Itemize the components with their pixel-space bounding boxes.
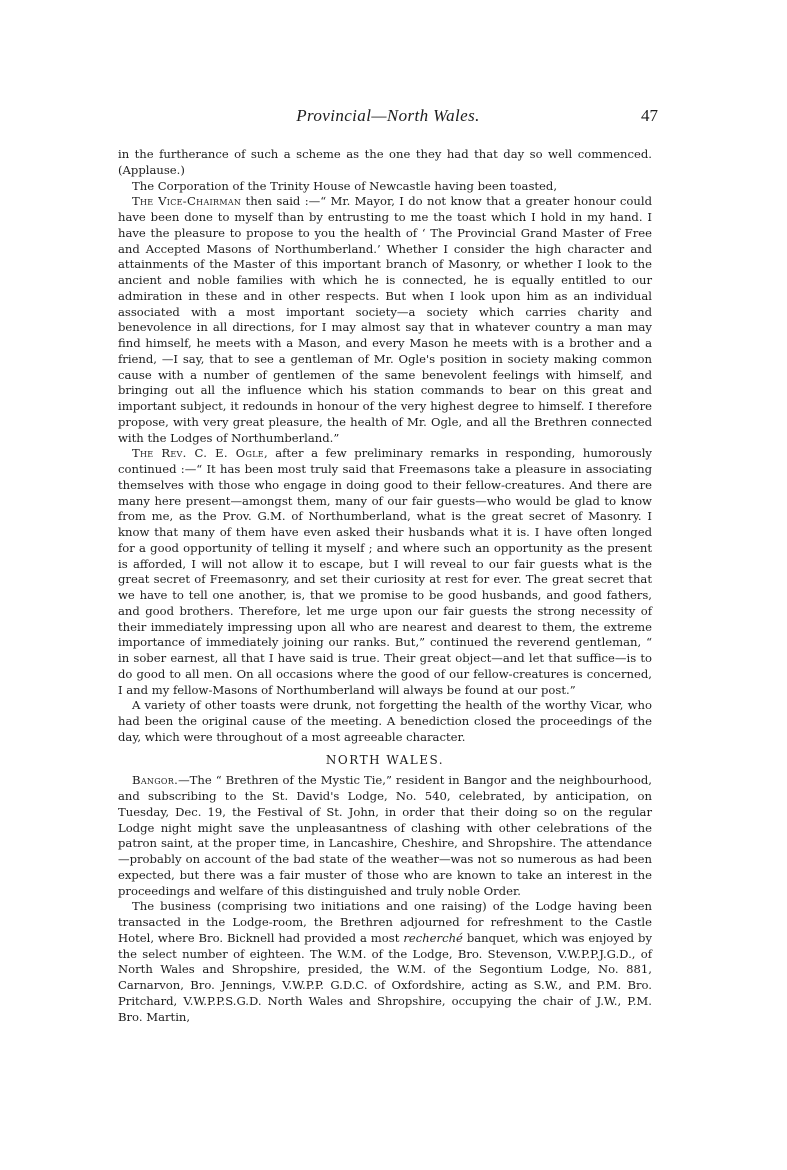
italic-term: recherché bbox=[403, 930, 463, 945]
place-name: Bangor. bbox=[132, 773, 179, 788]
paragraph bbox=[118, 147, 652, 179]
paragraph-text: , after a few preliminary remarks in responding, humorously continued :—“ It has been most truly said that Freemasons take a pleasure in associating themselves with those who engage in doing good to their fellow-creatures. And there are many here present—amongst them, many of our fair guests—who would be glad to know from me, as the Prov. G.M. of Northumberland, what is the great secret of Masonry. I know that many of them have even asked their husbands what it is. I have often longed for a good opportunity of telling it myself ; and where such an opportunity as the present is afforded, I will not allow it to escape, but I will reveal to our fair guests what is the great secret of Freemasonry, and set their curiosity at rest for ever. The great secret that we have to tell one another, is, that we promise to be good husbands, and good fathers, and good brothers. Therefore, let me urge upon our fair guests the strong necessity of their immediately impressing upon all who are nearest and dearest to them, the extreme importance of immediately joining our ranks. But,” continued the reverend gentleman, “ in sober earnest, all that I have said is true. Their great object—and let that suffice—is to do good to all men. On all occasions where the good of our fellow-creatures is concerned, I and my fellow-Masons of Northumberland will always be found at our post.” bbox=[118, 446, 652, 697]
paragraph bbox=[118, 698, 652, 745]
paragraph-text: The business (comprising two initiations and one raising) of the Lodge having been transacted in the Lodge-room, the Brethren adjourned for refreshment to the Castle Hotel, where Bro. Bicknell had provided a most bbox=[118, 899, 652, 945]
page-header bbox=[118, 106, 658, 132]
paragraph-text: The Corporation of the Trinity House of Newcastle having been toasted, bbox=[132, 178, 558, 193]
page-number: 47 bbox=[641, 106, 658, 125]
paragraph-text: in the furtherance of such a scheme as the one they had that day so well commenced. (Applause.) bbox=[118, 147, 652, 177]
speaker-name: The Vice-Chairman bbox=[132, 194, 242, 209]
paragraph bbox=[118, 179, 652, 195]
paragraph bbox=[118, 446, 652, 698]
paragraph-text: then said :—“ Mr. Mayor, I do not know that a greater honour could have been done to myself than by entrusting to me the toast which I hold in my hand. I have the pleasure to propose to you the health of ‘ The Provincial Grand Master of Free and Accepted Masons of Northumberland.’ Whether I consider the high character and attainments of the Master of this important branch of Masonry, or whether I look to the ancient and noble families with which he is connected, he is equally entitled to our admiration in these and in other respects. But when I look upon him as an individual associated with a most important society—a society which carries charity and benevolence in all directions, for I may almost say that in whatever country a man may find himself, he meets with a Mason, and every Mason he meets with is a brother and a friend, —I say, that to see a gentleman of Mr. Ogle's position in society making common cause with a number of gentlemen of the same benevolent feelings with himself, and bringing out all the influence which his station commands to bear on this great and important subject, it redounds in honour of the very highest degree to himself. I therefore propose, with very great pleasure, the health of Mr. Ogle, and all the Brethren connected with the Lodges of Northumberland.” bbox=[118, 194, 653, 445]
article-body bbox=[118, 147, 652, 1025]
running-title: Provincial—North Wales. bbox=[296, 106, 480, 125]
paragraph bbox=[118, 773, 652, 899]
paragraph bbox=[118, 899, 652, 1025]
paragraph bbox=[118, 194, 652, 446]
paragraph-text: —The “ Brethren of the Mystic Tie,” resident in Bangor and the neighbourhood, and subscribing to the St. David's Lodge, No. 540, celebrated, by anticipation, on Tuesday, Dec. 19, the Festival of St. John, in order that their doing so on the regular Lodge night might save the unpleasantness of clashing with other celebrations of the patron saint, at the proper time, in Lancashire, Cheshire, and Shropshire. The attendance—probably on account of the bad state of the weather—was not so numerous as had been expected, but there was a fair muster of those who are known to take an interest in the proceedings and welfare of this distinguished and truly noble Order. bbox=[118, 773, 652, 898]
speaker-name: The Rev. C. E. Ogle bbox=[132, 446, 264, 461]
section-heading: NORTH WALES. bbox=[325, 752, 445, 767]
paragraph-text: banquet, which was enjoyed by the select number of eighteen. The W.M. of the Lodge, Bro. Stevenson, V.W.P.P.J.G.D., of North Wales and Shropshire, presided, the W.M. of the Segontium Lodge, No. 881, Carnarvon, Bro. Jennings, V.W.P.P. G.D.C. of Oxfordshire, acting as S.W., and P.M. Bro. Pritchard, V.W.P.P.S.G.D. North Wales and Shropshire, occupying the chair of J.W., P.M. Bro. Martin, bbox=[118, 930, 652, 1024]
paragraph-text: A variety of other toasts were drunk, not forgetting the health of the worthy Vicar, who had been the original cause of the meeting. A benediction closed the proceedings of the day, which were throughout of a most agreeable character. bbox=[118, 698, 652, 744]
